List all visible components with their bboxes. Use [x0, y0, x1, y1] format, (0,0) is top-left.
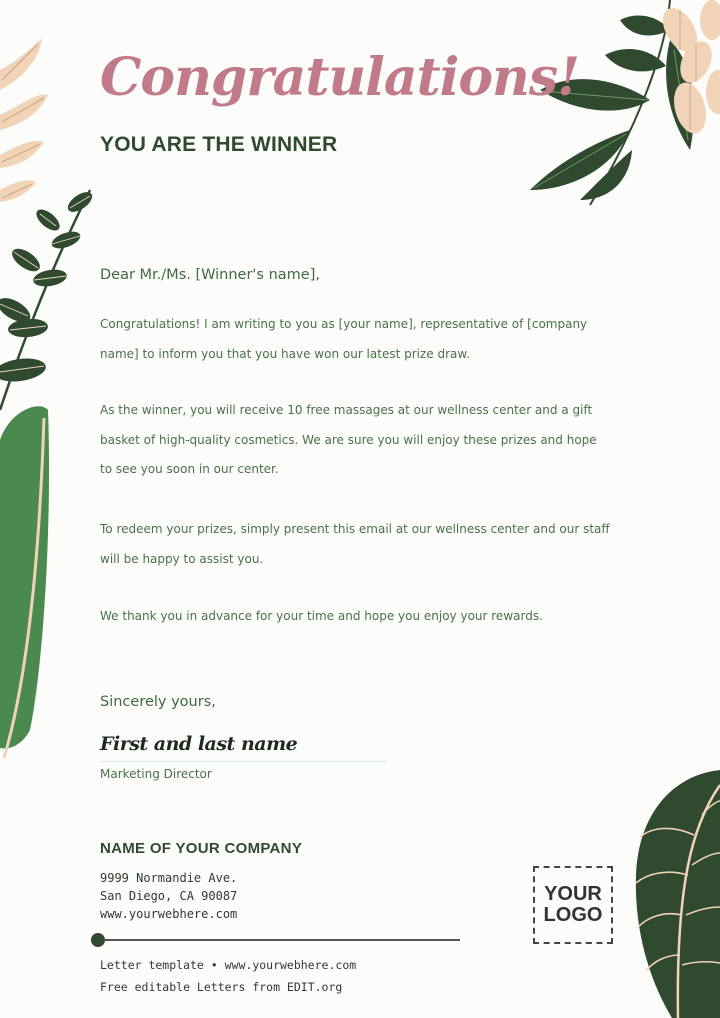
signer-role: Marketing Director: [100, 767, 212, 781]
closing: Sincerely yours,: [100, 694, 216, 710]
logo-text-line-1: YOUR: [544, 883, 602, 905]
letter-paragraph-4: We thank you in advance for your time and hope you enjoy your rewards.: [100, 609, 543, 623]
company-website: www.yourwebhere.com: [100, 907, 238, 921]
letter-paragraph-3: To redeem your prizes, simply present this email at our wellness center and our staff will be happy to assist you.: [100, 522, 610, 566]
signature-line: [100, 761, 386, 762]
letter-subtitle: YOU ARE THE WINNER: [100, 133, 338, 156]
company-name: NAME OF YOUR COMPANY: [100, 840, 303, 857]
greeting: Dear Mr./Ms. [Winner's name],: [100, 267, 320, 283]
footer-line-1: Letter template • www.yourwebhere.com: [100, 958, 357, 972]
footer-line-2: Free editable Letters from EDIT.org: [100, 980, 343, 994]
logo-text-line-2: LOGO: [543, 904, 603, 926]
tall-leaf-left: [0, 400, 60, 760]
logo-placeholder: [533, 866, 613, 944]
letter-paragraph-1: Congratulations! I am writing to you as [your name], representative of [company name] to inform you that you have won our latest prize draw.: [100, 317, 588, 361]
footer-divider: [90, 932, 462, 948]
company-address-line-1: 9999 Normandie Ave.: [100, 871, 238, 885]
letter-paragraph-2: As the winner, you will receive 10 free massages at our wellness center and a gift basket of high-quality cosmetics. We are sure you will enjoy these prizes and hope to see you soon in our center.: [100, 403, 597, 476]
monstera-leaf-bottom-right: [632, 765, 720, 1018]
letter-title: Congratulations!: [100, 47, 579, 108]
company-address-line-2: San Diego, CA 90087: [100, 889, 238, 903]
leaf-illustration-top-left: [0, 30, 60, 205]
leaf-branch-left: [0, 180, 100, 420]
signature: First and last name: [100, 733, 298, 755]
